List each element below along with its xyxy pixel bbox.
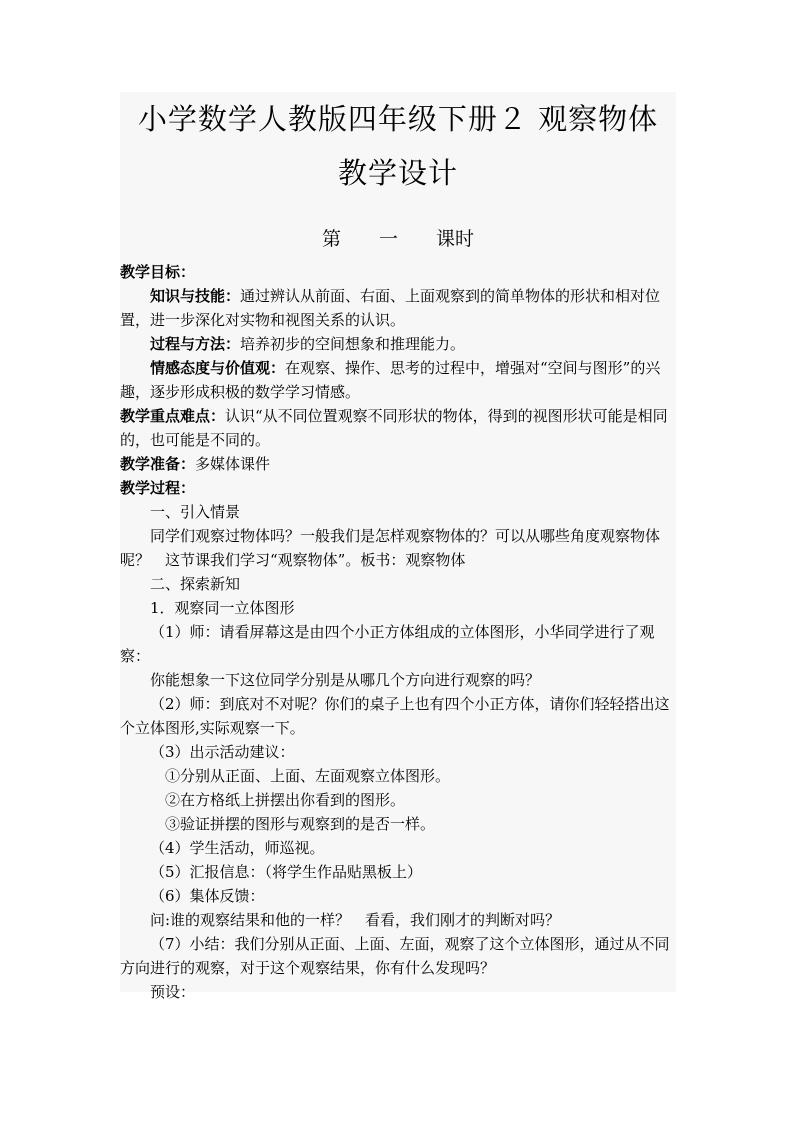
objectives-heading: 教学目标： (120, 263, 196, 281)
preparation (120, 452, 676, 476)
preparation-text: 多媒体课件 (195, 455, 271, 473)
section1-text: 同学们观察过物体吗？一般我们是怎样观察物体的？可以从哪些角度观察物体呢？ 这节课我们学习“观察物体”。板书：观察物体 (120, 527, 661, 569)
preparation-label: 教学准备： (120, 455, 196, 473)
step2: （2）师：到底对不对呢？你们的桌子上也有四个小正方体，请你们轻轻搭出这个立体图形,实际观察一下。 (120, 695, 670, 737)
process-heading: 教学过程： (120, 479, 196, 497)
section2-title: 二、探索新知 (150, 575, 241, 593)
step6: （6）集体反馈： (150, 887, 265, 905)
objective-emotion-text: 在观察、操作、思考的过程中，增强对“空间与图形”的兴趣，逐步形成积极的数学学习情感。 (120, 359, 661, 401)
objective-emotion (120, 356, 676, 404)
step3: （3）出示活动建议： (150, 743, 295, 761)
objective-emotion-label: 情感态度与价值观： (150, 359, 286, 377)
key-points-text: 认识“从不同位置观察不同形状的物体，得到的视图形状可能是相同的，也可能是不同的。 (120, 407, 668, 449)
objective-process-text: 培养初步的空间想象和推理能力。 (240, 335, 466, 353)
key-points (120, 404, 676, 452)
step6-question: 问:谁的观察结果和他的一样？ 看看，我们刚才的判断对吗？ (150, 911, 561, 929)
lesson-subtitle: 第 一 课时 (321, 228, 474, 250)
step1-question: 你能想象一下这位同学分别是从哪几个方向进行观察的吗？ (150, 671, 541, 689)
step7: （7）小结：我们分别从正面、上面、左面，观察了这个立体图形，通过从不同方向进行的观察，对于这个观察结果，你有什么发现吗？ (120, 935, 670, 977)
document-body (120, 260, 676, 1004)
step4: （4）学生活动，师巡视。 (150, 839, 325, 857)
step5: （5）汇报信息：（将学生作品贴黑板上） (150, 863, 423, 881)
presumption: 预设： (150, 983, 196, 1001)
objective-knowledge-label: 知识与技能： (150, 287, 241, 305)
objective-knowledge (120, 284, 676, 332)
key-points-label: 教学重点难点： (120, 407, 226, 425)
objective-process-label: 过程与方法： (150, 335, 241, 353)
document-page (120, 92, 676, 1001)
item1-title: 1．观察同一立体图形 (150, 599, 295, 617)
step1: （1）师：请看屏幕这是由四个小正方体组成的立体图形，小华同学进行了观察： (120, 623, 655, 665)
section1-title: 一、引入情景 (150, 503, 241, 521)
objective-knowledge-text: 通过辨认从前面、右面、上面观察到的简单物体的形状和相对位置，进一步深化对实物和视图关系的认识。 (120, 287, 661, 329)
document-title: 小学数学人教版四年级下册２ 观察物体教学设计 (137, 102, 659, 190)
step3-a: ①分别从正面、上面、左面观察立体图形。 (165, 767, 451, 785)
objective-process (120, 332, 676, 356)
step3-b: ②在方格纸上拼摆出你看到的图形。 (165, 791, 406, 809)
step3-c: ③验证拼摆的图形与观察到的是否一样。 (165, 815, 436, 833)
